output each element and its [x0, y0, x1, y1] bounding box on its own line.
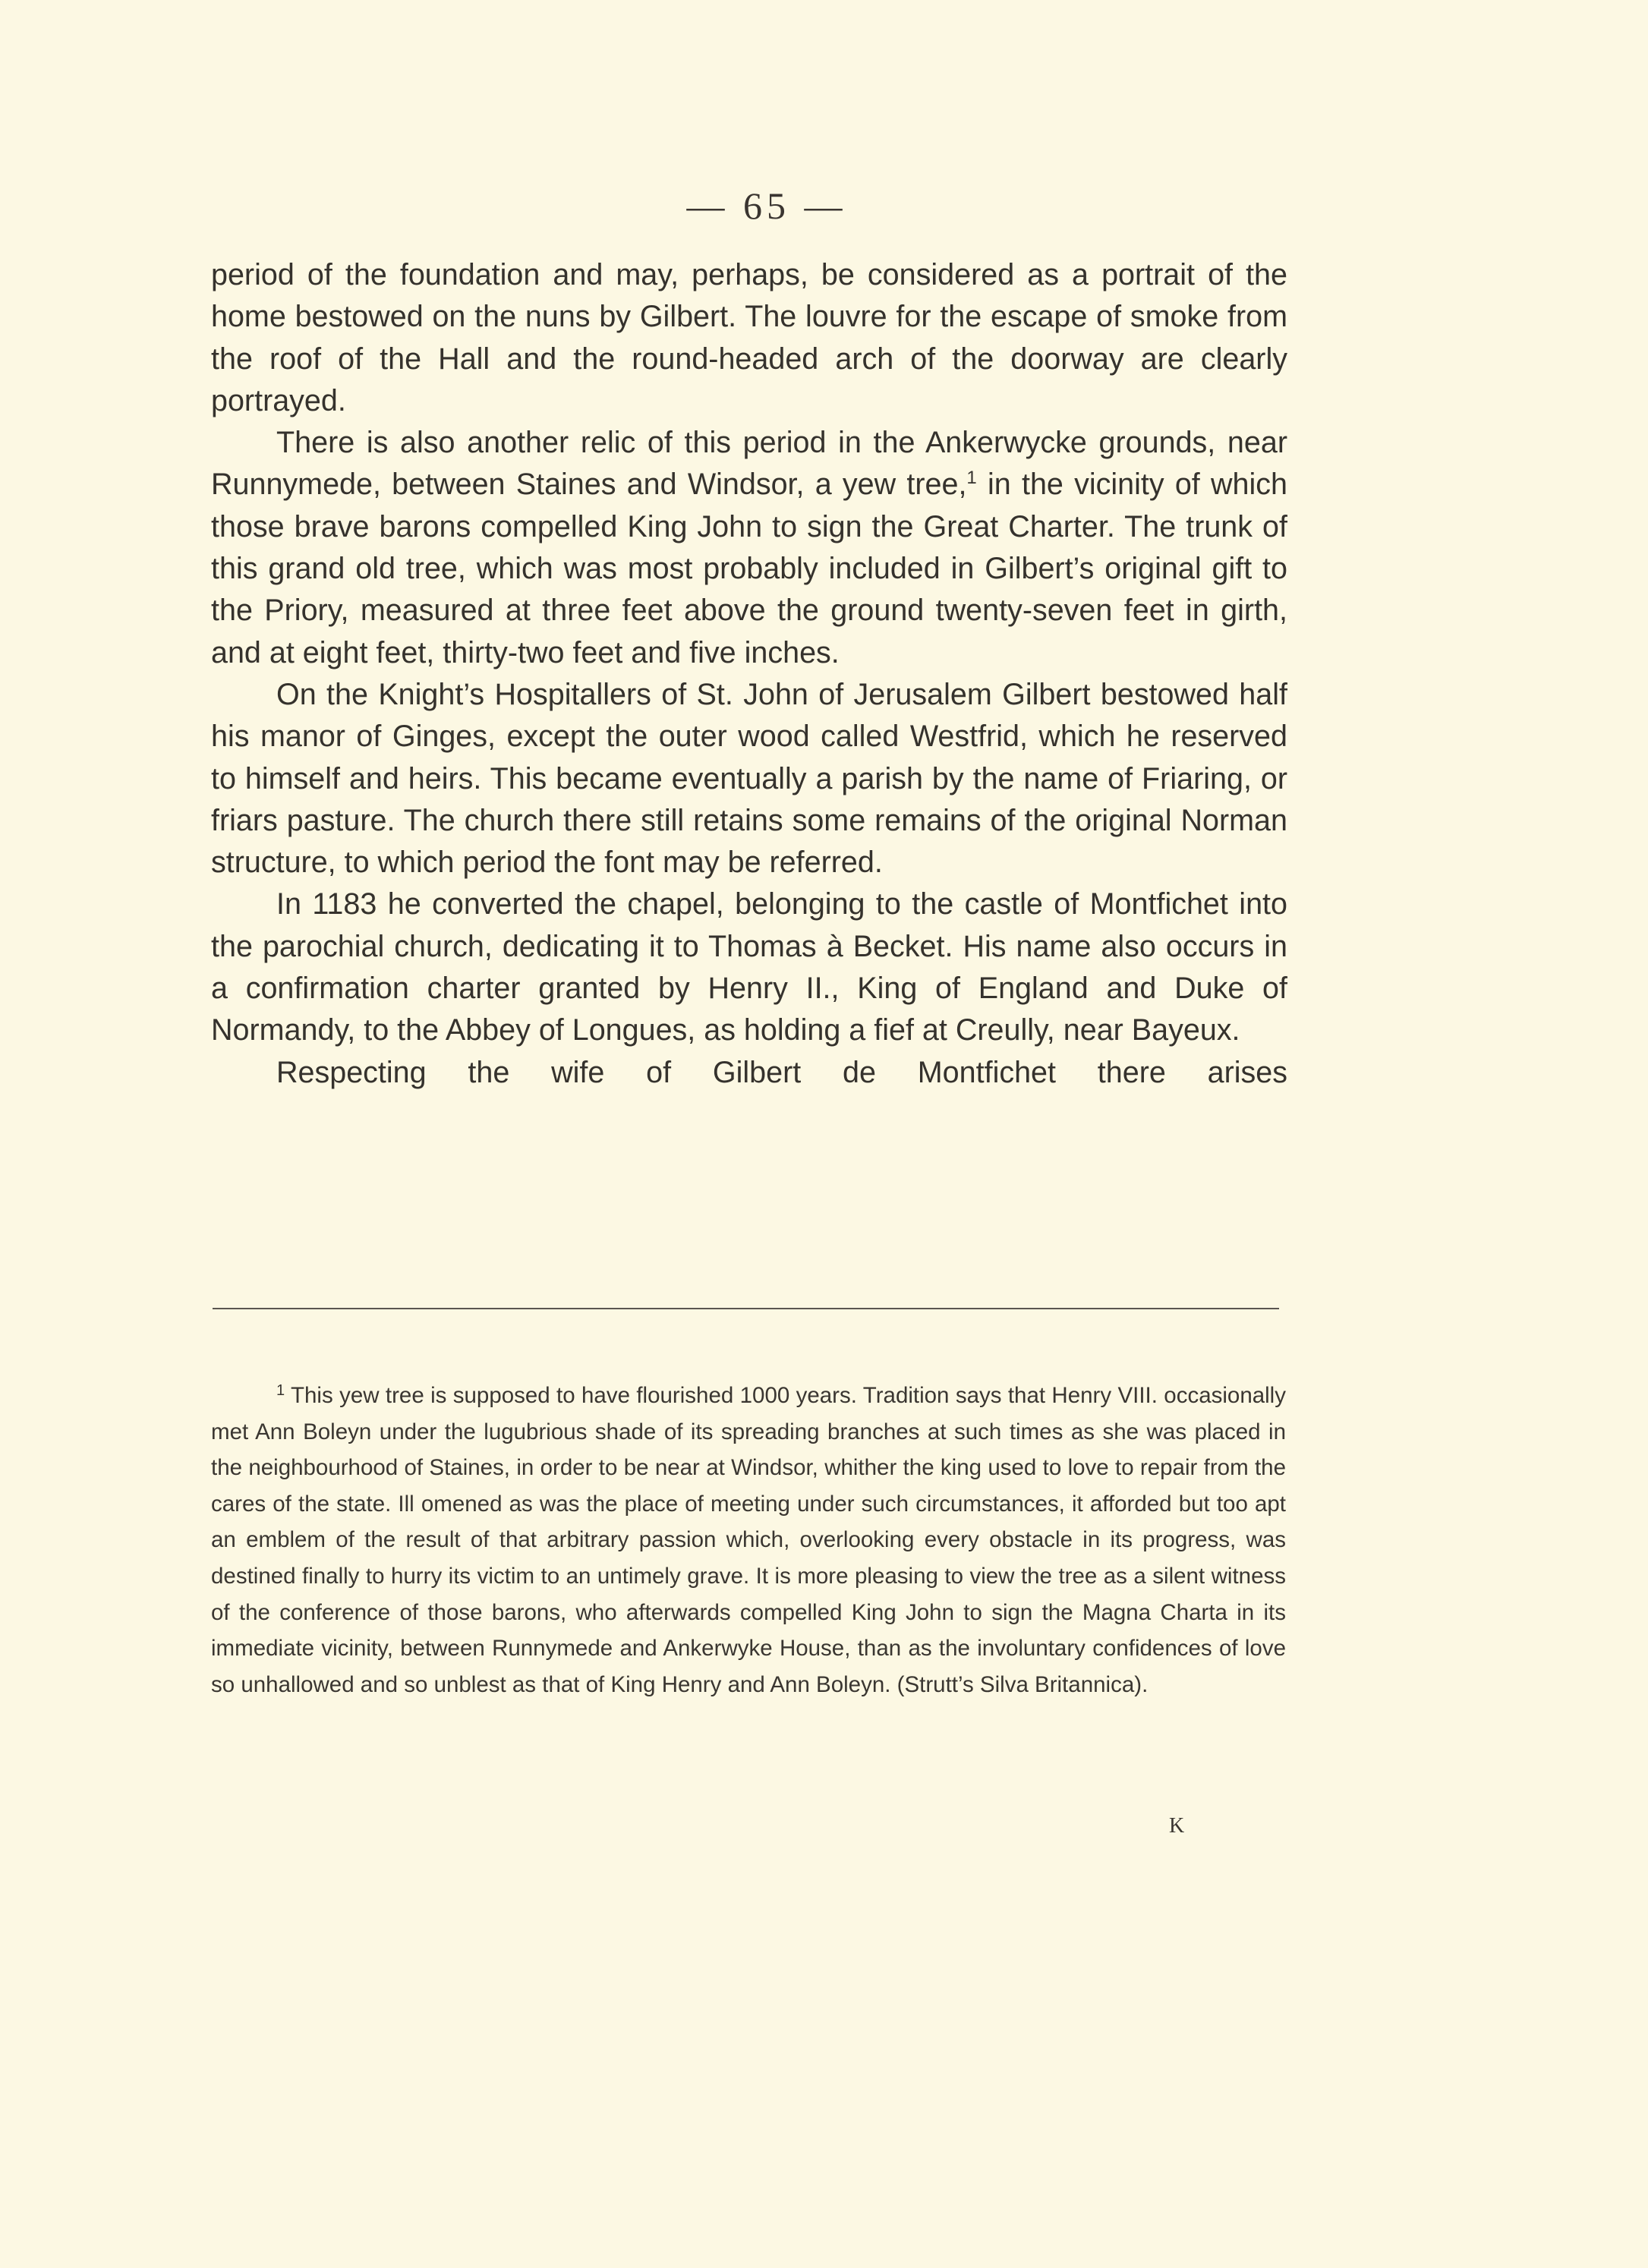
paragraph	[211, 1052, 1287, 1094]
paragraph-text: Respecting the wife of Gilbert de Montfichet there arises	[276, 1055, 1287, 1089]
paragraph	[211, 674, 1287, 884]
paragraph	[211, 422, 1287, 674]
paragraph-text: There is also another relic of this period in the Ankerwycke grounds, near Runnymede, between Staines and Windsor, a yew tree,	[211, 426, 1287, 502]
paragraph-text: period of the foundation and may, perhaps, be considered as a portrait of the home bestowed on the nuns by Gilbert. The louvre for the escape of smoke from the roof of the Hall and the round-headed arch of the doorway are clearly portrayed.	[211, 258, 1287, 417]
paragraph-text: In 1183 he converted the chapel, belonging to the castle of Montfichet into the parochial church, dedicating it to Thomas à Becket. His name also occurs in a confirmation charter granted by Henry II., King of England and Duke of Normandy, to the Abbey of Longues, as holding a fief at Creully, near Bayeux.	[211, 887, 1287, 1047]
paragraph-text-continued: in the vicinity of which those brave barons compelled King John to sign the Great Charter. The trunk of this grand old tree, which was most probably included in Gilbert’s original gift to the Priory, measured at three feet above the ground twenty-seven feet in girth, and at eight feet, thirty-two feet and five inches.	[211, 468, 1287, 669]
paragraph	[211, 884, 1287, 1051]
paragraph-text: On the Knight’s Hospitallers of St. John of Jerusalem Gilbert bestowed half his manor of Ginges, except the outer wood called Westfrid, which he reserved to himself and heirs. This became eventually a parish by the name of Friaring, or friars pasture. The church there still retains some remains of the original Norman structure, to which period the font may be referred.	[211, 677, 1287, 880]
footnote-reference: 1	[966, 468, 977, 489]
footnote-marker: 1	[276, 1382, 285, 1399]
page-number: — 65 —	[686, 184, 847, 227]
footnote-divider	[213, 1308, 1279, 1309]
paragraph	[211, 254, 1287, 422]
signature-mark: K	[1169, 1814, 1185, 1838]
footnote	[211, 1378, 1286, 1703]
main-text	[211, 254, 1287, 1094]
footnote-text: This yew tree is supposed to have flourished 1000 years. Tradition says that Henry VIII. occasionally met Ann Boleyn under the lugubrious shade of its spreading branches at such times as she was placed in the neighbourhood of Staines, in order to be near at Windsor, whither the king used to love to repair from the cares of the state. Ill omened as was the place of meeting under such circumstances, it afforded but too apt an emblem of the result of that arbitrary passion which, overlooking every obstacle in its progress, was destined finally to hurry its victim to an untimely grave. It is more pleasing to view the tree as a silent witness of the conference of those barons, who afterwards compelled King John to sign the Magna Charta in its immediate vicinity, between Runnymede and Ankerwyke House, than as the involuntary confidences of love so unhallowed and so unblest as that of King Henry and Ann Boleyn. (Strutt’s Silva Britannica).	[211, 1383, 1286, 1697]
